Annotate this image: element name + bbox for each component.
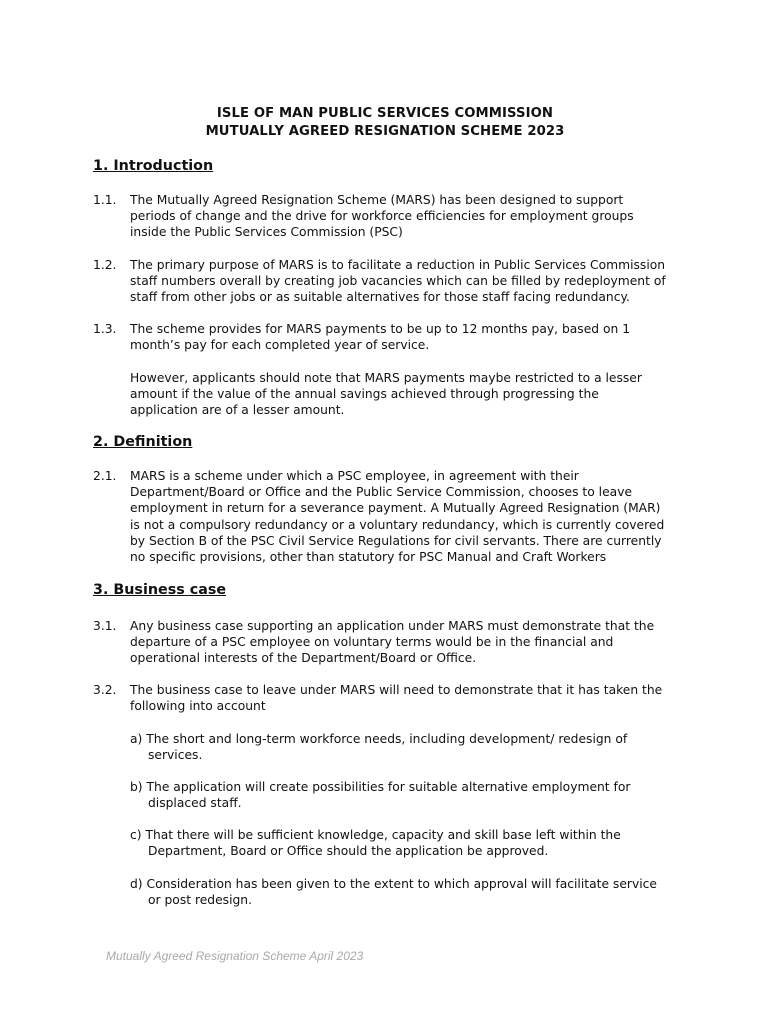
paragraph-1-1 xyxy=(130,192,685,241)
heading-introduction: 1. Introduction xyxy=(93,158,214,174)
text-line: month’s pay for each completed year of service. xyxy=(130,338,430,353)
text-line: d) Consideration has been given to the extent to which approval will facilitate service xyxy=(130,877,657,891)
document-title-line-1: ISLE OF MAN PUBLIC SERVICES COMMISSION xyxy=(216,106,554,121)
list-item-b xyxy=(130,779,685,811)
text-line: Any business case supporting an application under MARS must demonstrate that the xyxy=(130,619,655,633)
text-line: staff from other jobs or as suitable alternatives for those staff facing redundancy. xyxy=(130,290,630,305)
text-line: b) The application will create possibilities for suitable alternative employment for xyxy=(130,780,631,794)
text-line: following into account xyxy=(130,699,266,714)
text-line: displaced staff. xyxy=(148,796,242,811)
text-line: services. xyxy=(148,748,203,763)
list-item-d xyxy=(130,876,685,908)
text-line: application are of a lesser amount. xyxy=(130,403,345,418)
text-line: employment in return for a severance payment. A Mutually Agreed Resignation (MAR) xyxy=(130,501,661,516)
text-line: periods of change and the drive for workforce efficiencies for employment groups xyxy=(130,209,634,224)
list-item-c xyxy=(130,827,685,859)
text-line: MARS is a scheme under which a PSC employee, in agreement with their xyxy=(130,469,579,483)
para-number-3-2: 3.2. xyxy=(93,683,117,697)
para-number-1-1: 1.1. xyxy=(93,193,117,207)
text-line: inside the Public Services Commission (PSC) xyxy=(130,225,403,240)
text-line: However, applicants should note that MARS payments maybe restricted to a lesser xyxy=(130,371,642,385)
text-line: staff numbers overall by creating job vacancies which can be filled by redeployment of xyxy=(130,274,666,289)
text-line: The primary purpose of MARS is to facilitate a reduction in Public Services Commission xyxy=(130,258,666,272)
text-line: The business case to leave under MARS will need to demonstrate that it has taken the xyxy=(130,683,663,697)
para-number-1-3: 1.3. xyxy=(93,322,117,336)
document-title-line-2: MUTUALLY AGREED RESIGNATION SCHEME 2023 xyxy=(205,124,565,139)
text-line: a) The short and long-term workforce needs, including development/ redesign of xyxy=(130,732,628,746)
paragraph-2-1 xyxy=(130,468,685,565)
text-line: The scheme provides for MARS payments to be up to 12 months pay, based on 1 xyxy=(130,322,631,336)
text-line: The Mutually Agreed Resignation Scheme (MARS) has been designed to support xyxy=(130,193,624,207)
text-line: c) That there will be sufficient knowledge, capacity and skill base left within the xyxy=(130,828,621,842)
text-line: by Section B of the PSC Civil Service Regulations for civil servants. There are currently xyxy=(130,533,662,548)
text-line: amount if the value of the annual savings achieved through progressing the xyxy=(130,387,599,402)
text-line: Department, Board or Office should the application be approved. xyxy=(148,844,549,859)
para-number-3-1: 3.1. xyxy=(93,619,117,633)
heading-business-case: 3. Business case xyxy=(93,582,227,598)
text-line: departure of a PSC employee on voluntary terms would be in the financial and xyxy=(130,635,614,650)
page-footer: Mutually Agreed Resignation Scheme April 2023 xyxy=(106,949,364,963)
heading-definition: 2. Definition xyxy=(93,434,193,450)
paragraph-1-3 xyxy=(130,321,685,353)
text-line: no specific provisions, other than statutory for PSC Manual and Craft Workers xyxy=(130,550,607,565)
paragraph-1-2 xyxy=(130,257,685,306)
list-item-a xyxy=(130,731,685,763)
para-number-1-2: 1.2. xyxy=(93,258,117,272)
text-line: or post redesign. xyxy=(148,893,253,908)
paragraph-3-2 xyxy=(130,682,685,714)
paragraph-1-3-continued xyxy=(130,370,685,419)
paragraph-3-1 xyxy=(130,618,685,667)
text-line: Department/Board or Office and the Public Service Commission, chooses to leave xyxy=(130,485,633,500)
text-line: is not a compulsory redundancy or a voluntary redundancy, which is currently covered xyxy=(130,517,665,532)
text-line: operational interests of the Department/Board or Office. xyxy=(130,651,477,666)
para-number-2-1: 2.1. xyxy=(93,469,117,483)
